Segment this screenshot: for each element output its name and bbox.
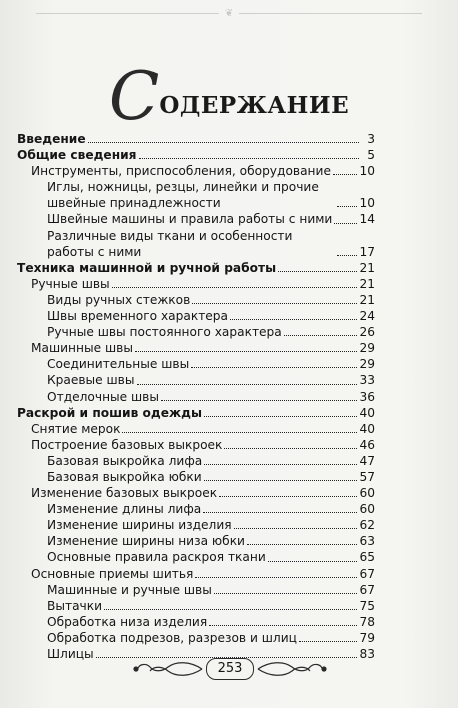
toc-entry-page: 36 — [359, 389, 375, 404]
dot-leader — [191, 367, 357, 368]
toc-entry — [17, 356, 375, 372]
toc-entry — [17, 292, 375, 308]
toc-entry-page: 75 — [359, 598, 375, 613]
toc-entry — [17, 485, 375, 501]
toc-entry-title: Изменение длины лифа — [47, 502, 202, 517]
dot-leader — [299, 641, 358, 642]
toc-entry-page: 47 — [359, 453, 375, 468]
title-initial: С — [108, 58, 160, 135]
toc-entry-page: 14 — [359, 212, 375, 227]
dot-leader — [204, 416, 357, 417]
toc-entry — [17, 179, 375, 211]
toc-entry — [17, 131, 375, 147]
flourish-icon: ❦ — [224, 7, 234, 19]
toc-entry-title: Вытачки — [47, 598, 103, 613]
page-title — [0, 58, 458, 135]
toc-entry-page: 60 — [359, 486, 375, 501]
toc-entry-title: Краевые швы — [47, 373, 135, 388]
dot-leader — [112, 287, 358, 288]
toc-entry — [17, 533, 375, 549]
dot-leader — [204, 480, 358, 481]
toc-entry-page: 21 — [359, 260, 375, 275]
dot-leader — [333, 174, 358, 175]
dot-leader — [122, 432, 357, 433]
dot-leader — [88, 142, 359, 143]
dot-leader — [334, 223, 357, 224]
toc-entry-title: Основные приемы шитья — [31, 566, 194, 581]
dot-leader — [139, 158, 360, 159]
toc-entry-page: 62 — [359, 518, 375, 533]
toc-entry — [17, 228, 375, 260]
toc-entry-title: Соединительные швы — [47, 357, 190, 372]
toc-entry-title: Построение базовых выкроек — [31, 437, 223, 452]
toc-entry-page: 60 — [359, 502, 375, 517]
title-rest: ОДЕРЖАНИЕ — [159, 92, 350, 119]
dot-leader — [135, 351, 358, 352]
dot-leader — [104, 609, 357, 610]
toc-entry-page: 46 — [359, 437, 375, 452]
toc-entry-page: 67 — [359, 566, 375, 581]
toc-entry — [17, 405, 375, 421]
toc-entry-page: 26 — [359, 325, 375, 340]
toc-entry-page: 21 — [359, 292, 375, 307]
toc-entry-title: Отделочные швы — [47, 389, 159, 404]
toc-entry-page: 5 — [367, 148, 375, 163]
toc-entry — [17, 549, 375, 565]
toc-entry-page: 57 — [359, 469, 375, 484]
toc-entry — [17, 421, 375, 437]
dot-leader — [234, 528, 358, 529]
toc-entry-page: 29 — [359, 341, 375, 356]
toc-entry — [17, 566, 375, 582]
toc-entry — [17, 437, 375, 453]
toc-entry — [17, 598, 375, 614]
toc-entry — [17, 324, 375, 340]
toc-entry — [17, 389, 375, 405]
dot-leader — [204, 464, 357, 465]
toc-entry-page: 63 — [359, 534, 375, 549]
dot-leader — [219, 496, 357, 497]
toc-entry-title: Инструменты, приспособления, оборудование — [31, 164, 331, 179]
toc-entry-page: 78 — [359, 614, 375, 629]
toc-entry-page: 24 — [359, 309, 375, 324]
toc-entry-title: Различные виды ткани и особенности работы с ними — [47, 228, 293, 259]
toc-entry-title: Техника машинной и ручной работы — [17, 260, 277, 275]
toc-entry — [17, 147, 375, 163]
toc-entry — [17, 614, 375, 630]
toc-entry-title: Виды ручных стежков — [47, 292, 191, 307]
toc-entry-title: Швейные машины и правила работы с ними — [47, 212, 333, 227]
toc-entry-title: Обработка подрезов, разрезов и шлиц — [47, 630, 297, 645]
toc-entry — [17, 308, 375, 324]
toc-entry-title: Обработка низа изделия — [47, 614, 208, 629]
toc-entry-title: Общие сведения — [17, 148, 137, 163]
toc-entry — [17, 372, 375, 388]
toc-entry — [17, 582, 375, 598]
dot-leader — [337, 255, 357, 256]
toc-entry — [17, 453, 375, 469]
dot-leader — [195, 577, 357, 578]
toc-entry-title: Раскрой и пошив одежды — [17, 405, 203, 420]
toc-entry-title: Введение — [17, 132, 86, 146]
toc-entry-page: 79 — [359, 630, 375, 645]
ornament-line — [239, 13, 422, 14]
toc-entry-title: Шлицы — [47, 647, 94, 661]
dot-leader — [161, 400, 357, 401]
toc-entry-page: 67 — [359, 582, 375, 597]
toc-entry-page: 29 — [359, 357, 375, 372]
toc-entry-title: Швы временного характера — [47, 309, 228, 324]
page-number: 253 — [206, 658, 254, 680]
toc-entry-page: 40 — [359, 421, 375, 436]
toc-entry-page: 83 — [359, 647, 375, 661]
toc-entry-page: 65 — [359, 550, 375, 565]
top-ornament — [30, 6, 428, 20]
dot-leader — [214, 593, 358, 594]
toc-entry — [17, 469, 375, 485]
toc-entry-title: Иглы, ножницы, резцы, линейки и прочие швейные принадлежности — [47, 180, 319, 211]
toc-entry-title: Ручные швы постоянного характера — [47, 325, 282, 340]
ornament-line — [36, 13, 219, 14]
toc-entry — [17, 340, 375, 356]
toc-entry-page: 21 — [359, 276, 375, 291]
toc-entry — [17, 276, 375, 292]
dot-leader — [284, 335, 358, 336]
toc-entry-title: Базовая выкройка юбки — [47, 469, 202, 484]
toc-entry — [17, 260, 375, 276]
dot-leader — [224, 448, 357, 449]
toc-entry — [17, 517, 375, 533]
toc-entry-title: Ручные швы — [31, 276, 110, 291]
toc-entry-page: 3 — [367, 132, 375, 146]
dot-leader — [230, 319, 357, 320]
dot-leader — [203, 512, 357, 513]
toc-entry-page: 40 — [359, 405, 375, 420]
dot-leader — [247, 544, 358, 545]
toc-entry-title: Основные правила раскроя ткани — [47, 550, 266, 565]
toc-entry-page: 33 — [359, 373, 375, 388]
toc-entry-title: Машинные и ручные швы — [47, 582, 212, 597]
dot-leader — [337, 206, 357, 207]
toc-entry-title: Машинные швы — [31, 341, 133, 356]
toc-entry-title: Изменение ширины низа юбки — [47, 534, 245, 549]
table-of-contents — [17, 131, 375, 662]
toc-entry-title: Изменение ширины изделия — [47, 518, 232, 533]
dot-leader — [278, 271, 357, 272]
toc-entry-page: 10 — [359, 196, 375, 211]
toc-entry — [17, 211, 375, 227]
toc-entry — [17, 501, 375, 517]
toc-entry-page: 10 — [359, 164, 375, 179]
dot-leader — [268, 561, 358, 562]
toc-entry-title: Базовая выкройка лифа — [47, 453, 203, 468]
dot-leader — [137, 384, 358, 385]
toc-entry-title: Изменение базовых выкроек — [31, 486, 218, 501]
dot-leader — [192, 303, 357, 304]
dot-leader — [209, 625, 357, 626]
toc-entry-page: 17 — [359, 244, 375, 259]
toc-entry — [17, 630, 375, 646]
toc-entry — [17, 163, 375, 179]
toc-entry-title: Снятие мерок — [31, 421, 121, 436]
bottom-ornament — [110, 658, 350, 680]
